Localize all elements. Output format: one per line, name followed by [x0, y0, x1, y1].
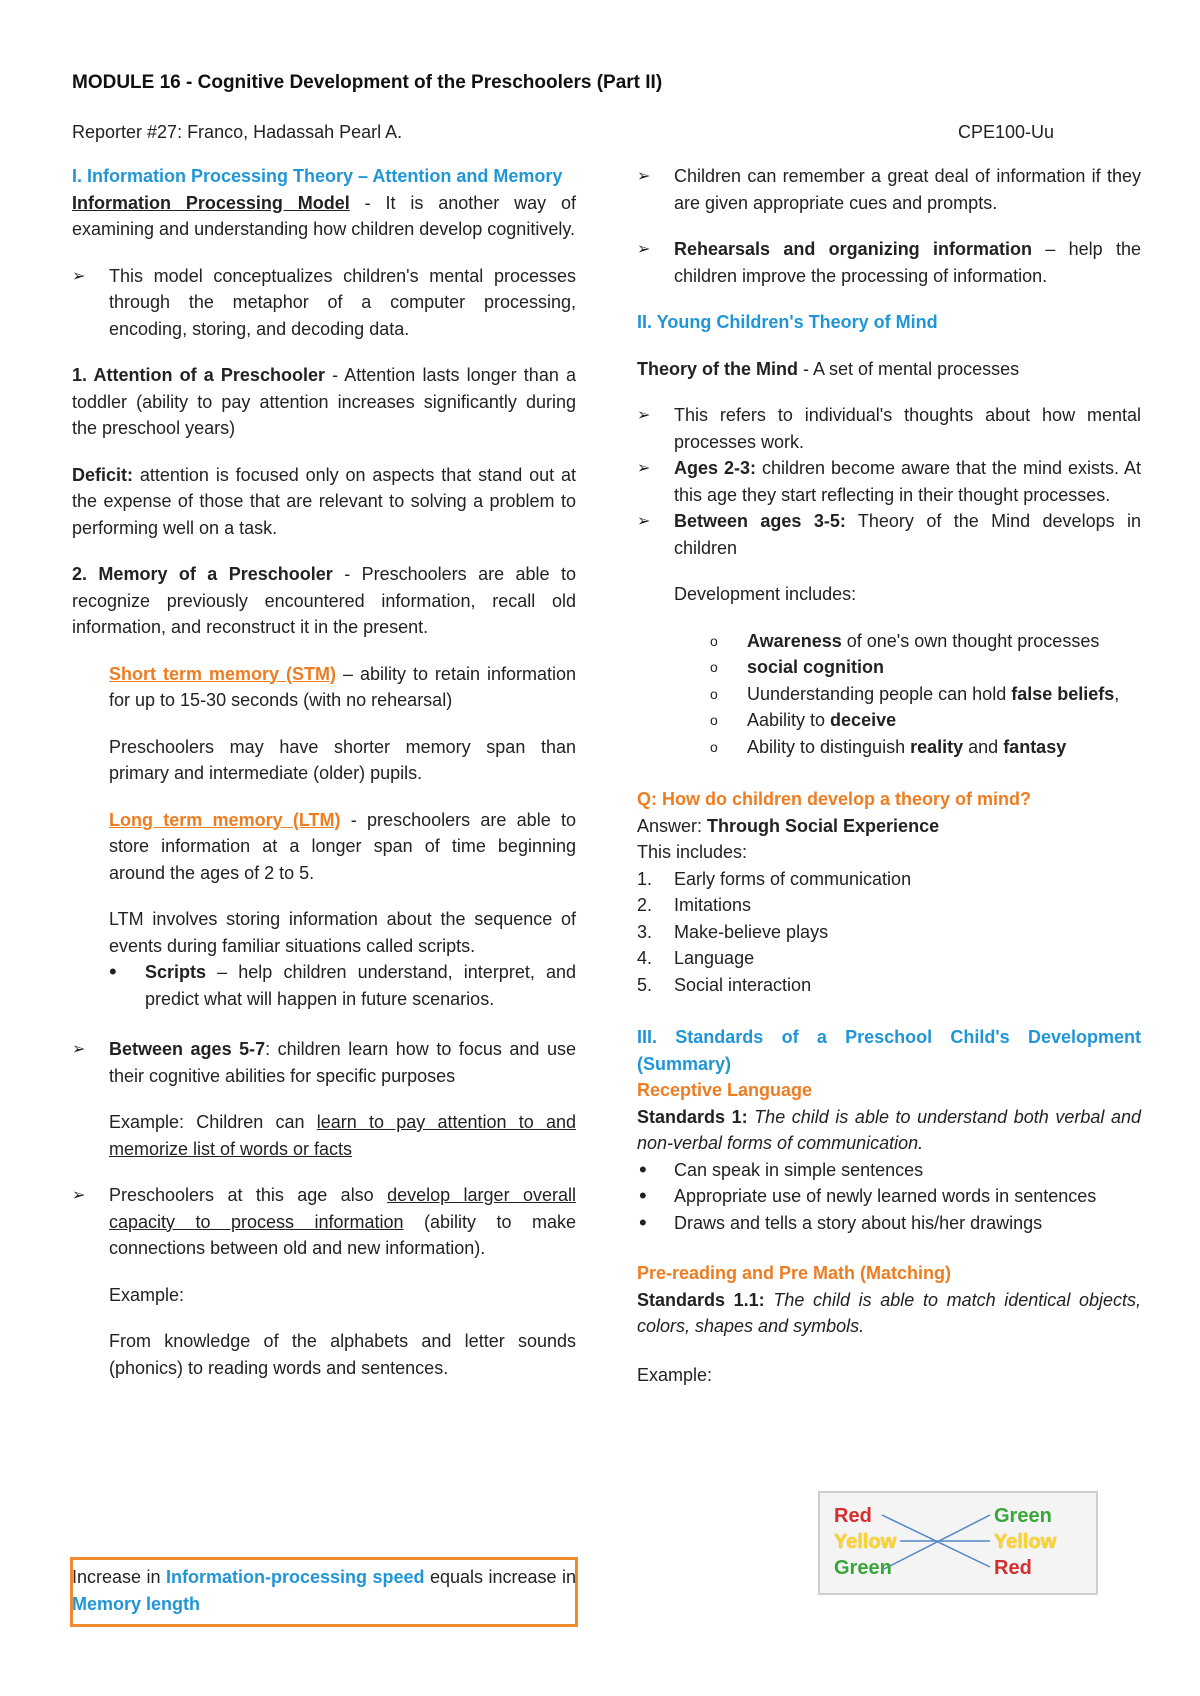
attention-text: - Attention lasts longer than a toddler (ability to pay attention increases significantly during the preschool years) [72, 365, 576, 438]
box-memory: Memory length [72, 1593, 201, 1614]
match-left-red: Red [834, 1505, 872, 1527]
includes-label: This includes: [637, 842, 748, 862]
list-item: 2. Imitations [637, 895, 752, 915]
std1-bullet: • Draws and tells a story about his/her drawings [637, 1210, 1141, 1237]
page-title: MODULE 16 - Cognitive Development of the Preschoolers (Part II) [72, 72, 663, 93]
left-column [72, 163, 576, 1401]
box-prefix: Increase in [72, 1567, 166, 1587]
match-right-yellow: Yellow [994, 1531, 1057, 1553]
ltm-term: Long term memory (LTM) [109, 809, 341, 830]
ipm-definition [72, 190, 576, 243]
standards11 [637, 1287, 1141, 1340]
dev-item-false-beliefs [637, 681, 1141, 708]
std11-heading: Standards 1.1: [637, 1289, 765, 1310]
box-middle: equals increase in [424, 1567, 576, 1587]
dev4-bold: deceive [830, 710, 897, 730]
ltm-note: LTM involves storing information about the sequence of events during familiar situations called scripts. [109, 909, 576, 956]
dev2-bold: social cognition [747, 657, 885, 677]
list-item-text: Early forms of communication [674, 868, 912, 889]
example-label: Example: [637, 1364, 713, 1385]
development-list [637, 628, 1141, 761]
ages57-bullet [72, 1036, 576, 1089]
heading-theory-of-mind: II. Young Children's Theory of Mind [637, 312, 938, 332]
cues-bullet: ➢ Children can remember a great deal of information if they are given appropriate cues and prompts. [637, 163, 1141, 216]
capacity-suffix: (ability to make connections between old and new information). [109, 1211, 576, 1258]
dev3-bold: false beliefs [1011, 683, 1115, 704]
tom-definition [637, 356, 1141, 383]
match-right-green: Green [994, 1505, 1052, 1527]
ages23-heading: Ages 2-3: [674, 458, 757, 478]
deficit-heading: Deficit: [72, 464, 134, 485]
prereading-block [637, 1260, 1141, 1388]
heading-standards: III. Standards of a Preschool Child's Development (Summary) [637, 1027, 1141, 1074]
model-bullet: ➢ This model conceptualizes children's mental processes through the metaphor of a computer processing, encoding, storing, and decoding data. [72, 263, 576, 343]
example2-text: From knowledge of the alphabets and letter sounds (phonics) to reading words and sentences. [109, 1331, 576, 1378]
std1-bullet: • Appropriate use of newly learned words in sentences [637, 1183, 1141, 1210]
match-left-green: Green [834, 1557, 892, 1579]
ages35-text: Theory of the Mind develops in children [674, 511, 1141, 558]
refers-bullet: ➢ This refers to individual's thoughts about how mental processes work. [637, 402, 1141, 455]
question-block [637, 786, 1141, 998]
memory-heading: 2. Memory of a Preschooler [72, 564, 333, 584]
ltm-text: - preschoolers are able to store information at a longer span of time beginning around the ages of 2 to 5. [109, 809, 576, 883]
dev5-fantasy: fantasy [1003, 736, 1067, 757]
dev3-text: Uunderstanding people can hold [747, 683, 1012, 704]
deficit-paragraph [72, 462, 576, 542]
list-item-text: Language [674, 948, 755, 968]
section-code: CPE100-Uu [957, 122, 1054, 142]
match-left-yellow: Yellow [834, 1531, 897, 1553]
match-right-red: Red [994, 1557, 1032, 1579]
standards1 [637, 1104, 1141, 1157]
std1-heading: Standards 1: [637, 1106, 748, 1127]
dev5-text: Ability to distinguish [747, 736, 911, 757]
stm-term: Short term memory (STM) [109, 663, 336, 684]
dev-item-deceive [637, 707, 1141, 734]
capacity-bullet [72, 1182, 576, 1262]
std1-bullet: • Can speak in simple sentences [637, 1157, 1141, 1184]
rehearsal-heading: Rehearsals and organizing information [674, 239, 1032, 259]
std11-text: The child is able to match identical objects, colors, shapes and symbols. [637, 1289, 1141, 1336]
attention-heading: 1. Attention of a Preschooler [72, 365, 325, 385]
standards-block [637, 1024, 1141, 1236]
memory-text: - Preschoolers are able to recognize previously encountered information, recall old information, and reconstruct it in the present. [72, 564, 576, 637]
answer-bold: Through Social Experience [707, 815, 940, 836]
stm-text: – ability to retain information for up to 15-30 seconds (with no rehearsal) [109, 663, 576, 710]
dev-item-reality [637, 734, 1141, 761]
box-speed: Information-processing speed [165, 1567, 425, 1587]
dev1-bold: Awareness [747, 630, 842, 651]
ipm-text: - It is another way of examining and understanding how children develop cognitively. [72, 192, 577, 239]
ages23-bullet [637, 455, 1141, 508]
dev5-and: and [963, 736, 1004, 757]
scripts-heading: Scripts [145, 962, 207, 982]
deficit-text: attention is focused only on aspects that stand out at the expense of those that are relevant to solving a problem to performing well on a task. [72, 464, 576, 538]
reporter-line: Reporter #27: Franco, Hadassah Pearl A. [72, 122, 403, 142]
capacity-prefix: Preschoolers at this age also [109, 1185, 388, 1205]
dev-item-social-cognition [637, 654, 1141, 681]
stm-paragraph [72, 661, 576, 714]
std1-text: The child is able to understand both verbal and non-verbal forms of communication. [637, 1106, 1142, 1153]
list-item: 4. Language [637, 948, 755, 968]
ipm-term: Information Processing Model [72, 192, 350, 213]
memory-paragraph [72, 561, 576, 641]
dev4-text: Aability to [747, 710, 831, 730]
example1-prefix: Example: Children can [109, 1112, 317, 1132]
rehearsal-bullet [637, 236, 1141, 289]
scripts-bullet [72, 959, 576, 1012]
heading-information-processing: I. Information Processing Theory – Attention and Memory [72, 166, 563, 186]
right-column [637, 163, 1141, 1388]
dev5-reality: reality [910, 736, 964, 757]
example2-label: Example: [109, 1284, 185, 1305]
prereading-heading: Pre-reading and Pre Math (Matching) [637, 1263, 952, 1283]
tom-heading: Theory of the Mind [637, 358, 798, 379]
scripts-text: – help children understand, interpret, and predict what will happen in future scenarios. [145, 962, 576, 1009]
list-item-text: Make-believe plays [674, 921, 829, 942]
answer-label: Answer: [637, 815, 708, 836]
list-item: 5. Social interaction [637, 974, 812, 995]
tom-text: - A set of mental processes [798, 358, 1020, 379]
list-item: 3. Make-believe plays [637, 921, 829, 942]
ages57-text: : children learn how to focus and use their cognitive abilities for specific purposes [109, 1039, 576, 1086]
ages23-text: children become aware that the mind exists. At this age they start reflecting in their thought processes. [674, 458, 1141, 505]
ltm-paragraph [72, 807, 576, 887]
matching-example-image [818, 1491, 1098, 1595]
stm-note: Preschoolers may have shorter memory span than primary and intermediate (older) pupils. [109, 736, 576, 783]
list-item-text: Social interaction [674, 974, 812, 995]
answer [637, 813, 1141, 840]
list-item-text: Imitations [674, 895, 752, 915]
example1 [72, 1109, 576, 1162]
highlight-box-text [72, 1564, 576, 1617]
list-item: 1. Early forms of communication [637, 868, 912, 889]
attention-paragraph [72, 362, 576, 442]
ages35-heading: Between ages 3-5: [674, 511, 846, 531]
dev1-text: of one's own thought processes [841, 630, 1100, 651]
ages35-bullet [637, 508, 1141, 561]
dev3-end: , [1114, 683, 1120, 704]
example1-underlined: learn to pay attention to and memorize list of words or facts [109, 1112, 576, 1159]
dev-item-awareness [637, 628, 1141, 655]
development-includes: Development includes: [674, 584, 857, 604]
ages57-heading: Between ages 5-7 [109, 1039, 266, 1059]
rehearsal-text: – help the children improve the processing of information. [674, 239, 1141, 286]
question: Q: How do children develop a theory of mind? [637, 789, 1032, 809]
capacity-underlined: develop larger overall capacity to process information [109, 1185, 576, 1232]
receptive-language-heading: Receptive Language [637, 1080, 813, 1100]
